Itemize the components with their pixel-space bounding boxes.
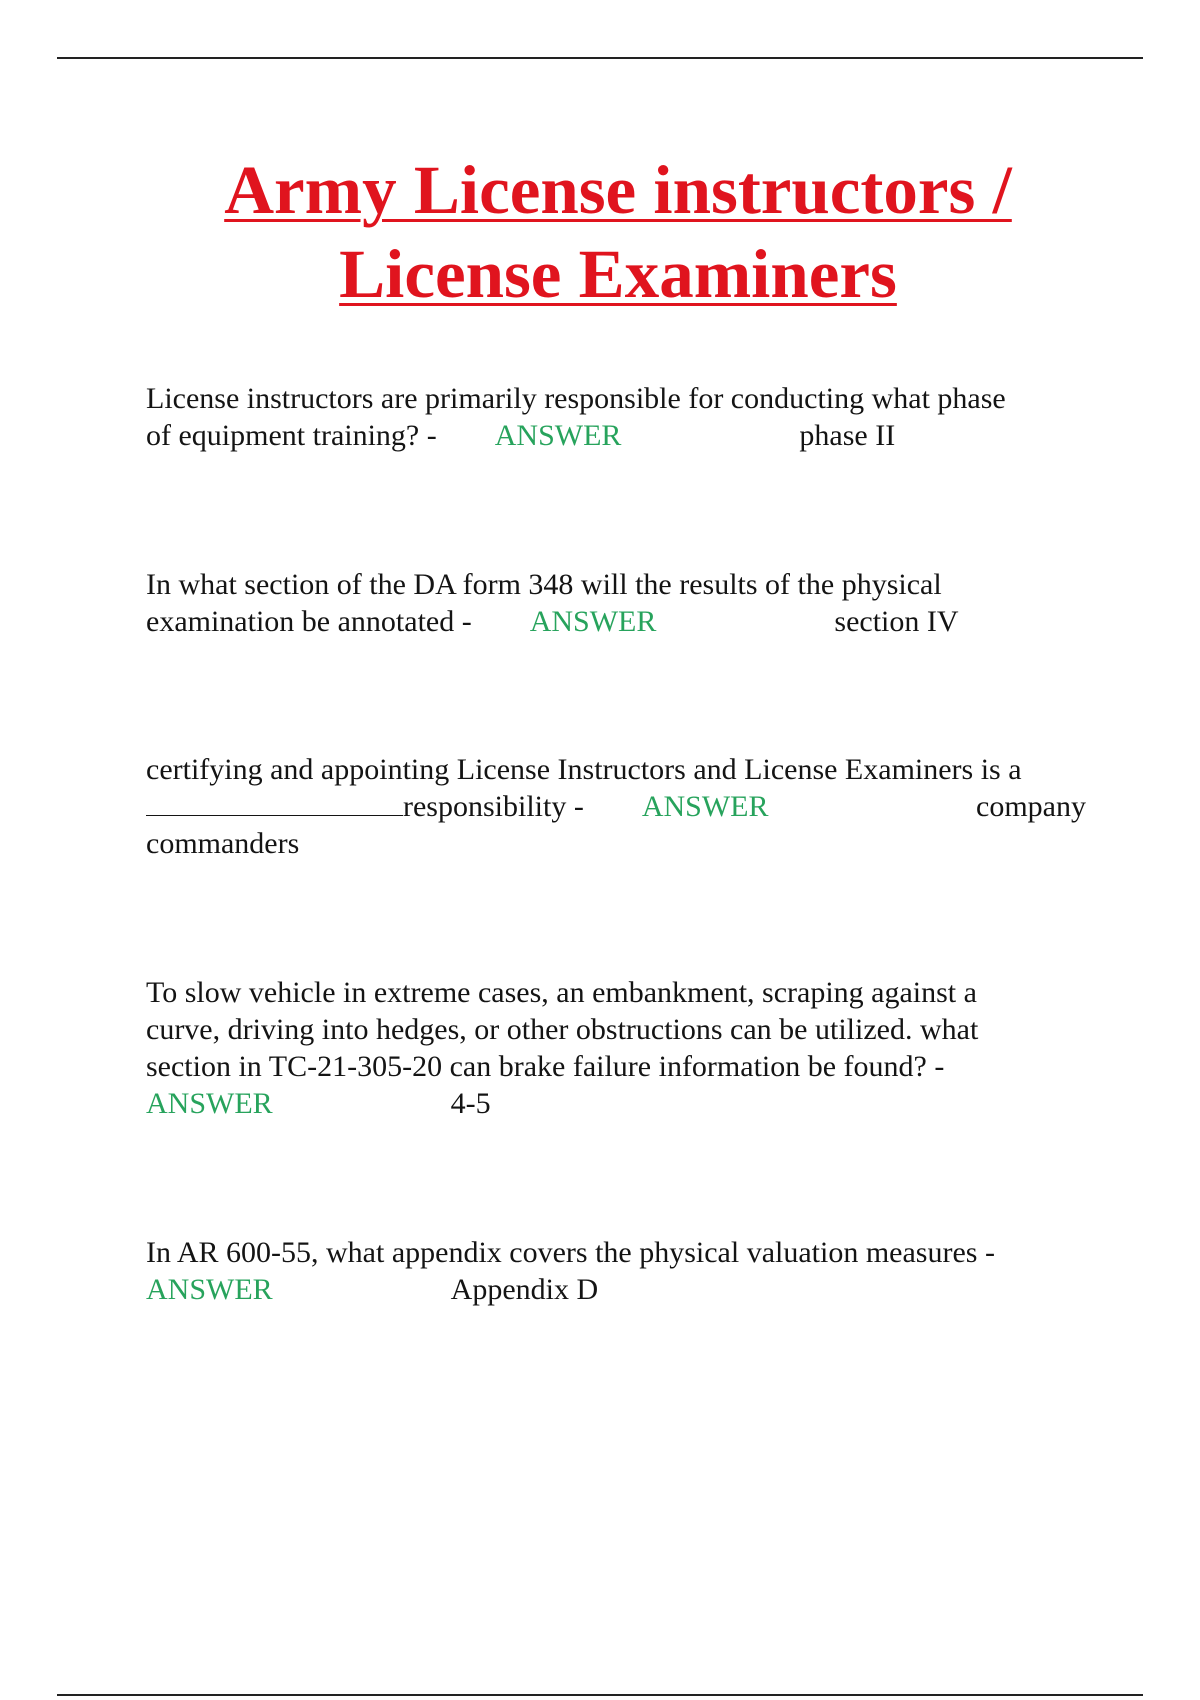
answer-label: ANSWER xyxy=(529,605,657,638)
bottom-divider xyxy=(57,1694,1143,1696)
question-text: of equipment training? - xyxy=(146,419,437,452)
page-title-line-2: License Examiners xyxy=(339,236,897,312)
question-text: examination be annotated - xyxy=(146,605,472,638)
top-divider xyxy=(57,57,1143,59)
fill-in-blank xyxy=(146,789,403,816)
qa-item-5 xyxy=(146,1234,1086,1308)
question-text: certifying and appointing License Instructors and License Examiners is a xyxy=(146,753,1022,786)
qa-item-4 xyxy=(146,974,1086,1122)
answer-text: section IV xyxy=(834,605,959,638)
qa-item-2 xyxy=(146,566,1086,640)
answer-text-continued: commanders xyxy=(146,827,300,860)
answer-text: phase II xyxy=(799,419,896,452)
question-text: In what section of the DA form 348 will the results of the physical xyxy=(146,568,942,601)
qa-item-3 xyxy=(146,751,1086,862)
question-answer-line xyxy=(146,1085,1086,1122)
page-title xyxy=(0,148,1200,316)
question-answer-line xyxy=(146,603,1086,640)
question-answer-line xyxy=(146,417,1086,454)
answer-text: company xyxy=(976,790,1086,823)
question-text: section in TC-21-305-20 can brake failure information be found? - xyxy=(146,1050,945,1083)
answer-label: ANSWER xyxy=(146,1273,273,1306)
question-answer-line xyxy=(146,1271,1086,1308)
question-answer-line xyxy=(146,788,1086,825)
page-title-line-1: Army License instructors / xyxy=(224,152,1012,228)
answer-label: ANSWER xyxy=(146,1087,273,1120)
question-text: License instructors are primarily responsible for conducting what phase xyxy=(146,382,1006,415)
question-text: curve, driving into hedges, or other obstructions can be utilized. what xyxy=(146,1013,979,1046)
qa-item-1 xyxy=(146,380,1086,454)
answer-text: Appendix D xyxy=(450,1273,599,1306)
answer-label: ANSWER xyxy=(494,419,622,452)
answer-text: 4-5 xyxy=(450,1087,491,1120)
question-text: In AR 600-55, what appendix covers the physical valuation measures - xyxy=(146,1236,995,1269)
question-text: To slow vehicle in extreme cases, an embankment, scraping against a xyxy=(146,976,977,1009)
answer-label: ANSWER xyxy=(641,790,769,823)
question-text: responsibility - xyxy=(403,790,584,823)
